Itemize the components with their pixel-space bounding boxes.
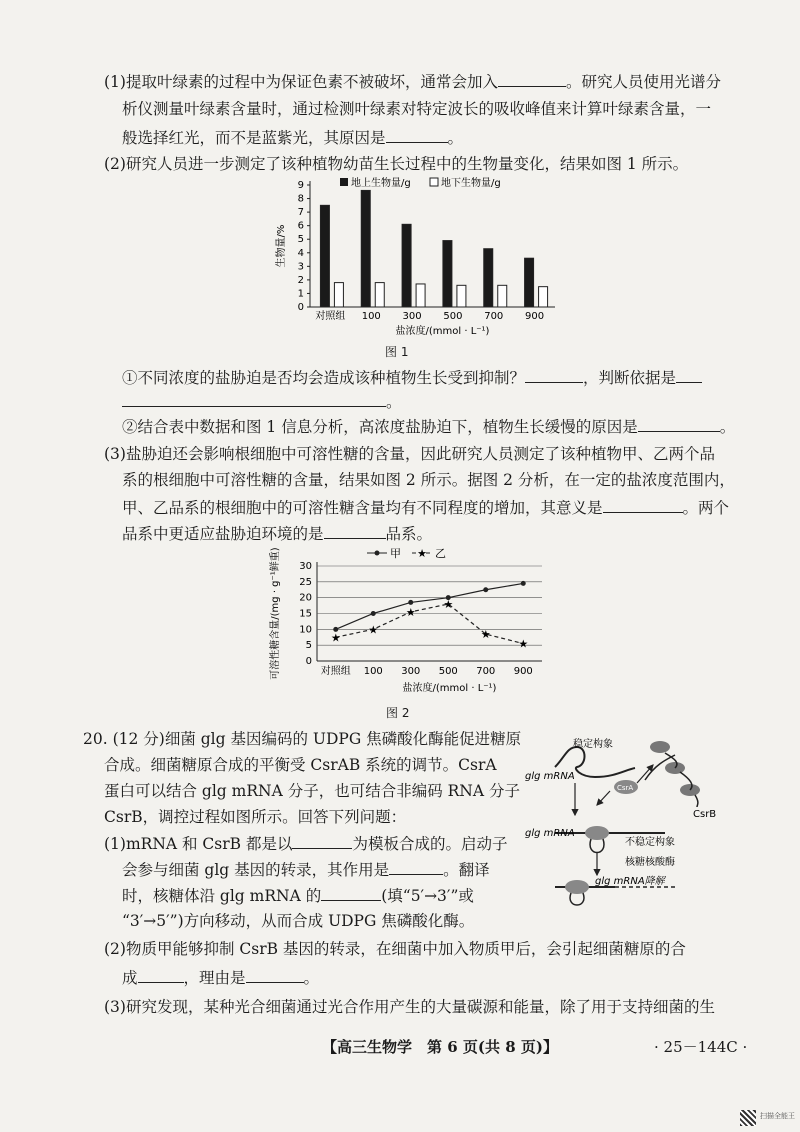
x-axis-label: 盐浓度/(mmol · L⁻¹)	[395, 326, 490, 337]
x-tick-label: 900	[513, 666, 533, 677]
y-tick-label: 15	[299, 608, 312, 620]
legend-marker-jia	[375, 551, 380, 556]
q1-line1	[104, 70, 721, 93]
y-tick-label: 10	[299, 624, 312, 636]
point-yi: ★	[330, 631, 341, 645]
q2-text: ②结合表中数据和图 1 信息分析，高浓度盐胁迫下，植物生长缓慢的原因是	[122, 418, 638, 436]
x-tick-label: 100	[361, 311, 381, 322]
label-nuclease: 核糖核酸酶	[625, 857, 675, 868]
bar-above	[484, 249, 493, 307]
bar-above	[320, 205, 329, 307]
y-tick-label: 7	[297, 207, 304, 219]
legend-swatch-below	[430, 178, 438, 186]
q3-line2: 系的根细胞中可溶性糖的含量，结果如图 2 所示。据图 2 分析，在一定的盐浓度范围内，	[122, 471, 735, 489]
arrow-icon	[637, 765, 653, 783]
q20-p2	[122, 858, 490, 881]
q3-line1: (3)盐胁迫还会影响根细胞中可溶性糖的含量，因此研究人员测定了该种植物甲、乙两个品	[104, 445, 715, 463]
q3-line4	[122, 522, 432, 545]
legend-swatch-above	[340, 178, 348, 186]
figure-1-caption: 图 1	[385, 345, 409, 359]
legend-marker-yi: ★	[417, 547, 427, 560]
footer-page-info: 【高三生物学 第 6 页(共 8 页)】	[322, 1038, 558, 1056]
y-tick-label: 4	[297, 247, 304, 259]
q3-text: 品系。	[385, 525, 433, 543]
label-unstable: 不稳定构象	[625, 837, 675, 848]
label-glg-mrna-top: glg mRNA	[525, 771, 575, 782]
qr-code-icon	[740, 1110, 756, 1126]
point-yi: ★	[443, 598, 454, 611]
label-glg-mrna-degraded: glg mRNA降解	[595, 876, 665, 887]
bar-below	[498, 285, 507, 307]
legend-label-above: 地上生物量/g	[351, 178, 411, 189]
x-tick-label: 900	[525, 311, 545, 322]
bar-above	[443, 241, 452, 307]
q20-text: 为模板合成的。启动子	[352, 835, 508, 853]
bound-csra-icon	[565, 880, 589, 894]
answer-blank[interactable]	[603, 496, 683, 513]
q20-p1	[104, 832, 508, 855]
q20-text: 。	[303, 969, 320, 987]
label-glg-mrna-mid: glg mRNA	[525, 828, 575, 839]
x-tick-label: 100	[363, 666, 383, 677]
q20-text: (填“5′→3′”或	[381, 887, 474, 905]
y-tick-label: 25	[299, 576, 312, 588]
q3-text: 。两个	[682, 499, 730, 517]
point-yi: ★	[480, 628, 491, 642]
x-tick-label: 700	[476, 666, 496, 677]
answer-blank[interactable]	[138, 966, 184, 983]
q20-line3: 蛋白可以结合 glg mRNA 分子，也可结合非编码 RNA 分子	[104, 782, 520, 800]
q20-text: 。翻译	[443, 861, 490, 879]
q2-sub2	[122, 415, 735, 438]
q3-text: 甲、乙品系的根细胞中的可溶性糖含量均有不同程度的增加，其意义是	[122, 499, 603, 517]
bar-below	[457, 285, 466, 307]
q1-text: 。研究人员使用光谱分	[565, 73, 721, 91]
series-line-jia	[336, 583, 524, 629]
y-tick-label: 9	[297, 180, 304, 191]
y-axis-label: 可溶性糖含量/(mg · g⁻¹鲜重)	[270, 547, 281, 680]
label-csra: CsrA	[617, 784, 634, 792]
bar-above	[525, 258, 534, 307]
bar-below	[416, 284, 425, 307]
q20-line4: CsrB，调控过程如图所示。回答下列问题：	[104, 808, 407, 826]
x-tick-label: 500	[438, 666, 458, 677]
answer-blank[interactable]	[246, 966, 304, 983]
q2-line1: (2)研究人员进一步测定了该种植物幼苗生长过程中的生物量变化，结果如图 1 所示。	[104, 155, 689, 173]
q20-p4: “3′→5′”)方向移动，从而合成 UDPG 焦磷酸化酶。	[122, 912, 475, 930]
q20-p7: (3)研究发现，某种光合细菌通过光合作用产生的大量碳源和能量，除了用于支持细菌的生	[104, 998, 715, 1016]
bound-csra-icon	[585, 826, 609, 840]
x-axis-label: 盐浓度/(mmol · L⁻¹)	[402, 683, 497, 694]
y-tick-label: 8	[297, 193, 304, 205]
answer-blank[interactable]	[386, 126, 448, 143]
q20-text: ，理由是	[183, 969, 246, 987]
point-jia	[408, 600, 413, 605]
x-tick-label: 300	[401, 666, 421, 677]
q20-text: 会参与细菌 glg 基因的转录，其作用是	[122, 861, 390, 879]
answer-blank[interactable]	[498, 70, 566, 87]
x-tick-label: 500	[443, 311, 463, 322]
label-csrb: CsrB	[693, 809, 717, 820]
label-stable: 稳定构象	[573, 739, 613, 750]
y-tick-label: 5	[297, 234, 304, 246]
q3-text: 品系中更适应盐胁迫环境的是	[122, 525, 324, 543]
q20-line1: 20. (12 分)细菌 glg 基因编码的 UDPG 焦磷酸化酶能促进糖原	[83, 730, 522, 748]
q2-text: 。	[719, 418, 736, 436]
x-tick-label: 700	[484, 311, 504, 322]
q20-p6	[122, 966, 319, 989]
x-tick-label: 对照组	[320, 666, 351, 677]
bar-above	[361, 190, 370, 307]
x-tick-label: 300	[402, 311, 422, 322]
mrna-loop	[590, 839, 604, 853]
point-jia	[483, 587, 488, 592]
legend-label-below: 地下生物量/g	[441, 178, 501, 189]
q1-line3	[122, 126, 463, 149]
answer-blank[interactable]	[321, 884, 381, 901]
arrow-icon	[597, 791, 610, 805]
figure-2-line-chart	[262, 543, 554, 701]
bar-above	[402, 224, 411, 307]
csra-protein-icon	[650, 741, 670, 753]
series-line-yi	[336, 604, 524, 644]
legend-label-jia: 甲	[390, 547, 401, 560]
point-jia	[521, 581, 526, 586]
q20-p5: (2)物质甲能够抑制 CsrB 基因的转录，在细菌中加入物质甲后，会引起细菌糖原的合	[104, 940, 686, 958]
q20-line2: 合成。细菌糖原合成的平衡受 CsrAB 系统的调节。CsrA	[104, 756, 497, 774]
y-tick-label: 2	[297, 274, 304, 286]
q2-text: 。	[386, 393, 402, 411]
legend-label-yi: 乙	[435, 547, 446, 560]
y-tick-label: 6	[297, 220, 304, 232]
q2-text: ，判断依据是	[583, 369, 677, 387]
answer-blank[interactable]	[389, 858, 443, 875]
y-tick-label: 3	[297, 261, 304, 273]
answer-blank[interactable]	[525, 366, 583, 383]
watermark-logo: 扫描全能王	[760, 1112, 795, 1120]
point-jia	[371, 611, 376, 616]
answer-blank[interactable]	[676, 366, 702, 383]
answer-blank[interactable]	[324, 522, 386, 539]
point-yi: ★	[368, 623, 379, 637]
x-tick-label: 对照组	[315, 311, 346, 322]
y-tick-label: 30	[299, 561, 312, 572]
answer-blank[interactable]	[638, 415, 720, 432]
q3-line3	[122, 496, 729, 519]
q1-text: (1)提取叶绿素的过程中为保证色素不被破坏，通常会加入	[104, 73, 498, 91]
y-tick-label: 20	[299, 592, 312, 604]
q1-line2: 析仪测量叶绿素含量时，通过检测叶绿素对特定波长的吸收峰值来计算叶绿素含量，一	[122, 100, 712, 118]
bar-below	[375, 283, 384, 307]
q20-p3	[122, 884, 474, 907]
y-tick-label: 1	[297, 288, 304, 300]
bar-below	[334, 283, 343, 307]
bar-below	[539, 287, 548, 307]
q1-text: 。	[447, 129, 464, 147]
csrb-strand	[665, 753, 698, 807]
point-yi: ★	[405, 605, 416, 619]
q20-text: 成	[122, 969, 138, 987]
figure-2-caption: 图 2	[386, 706, 410, 720]
y-tick-label: 0	[297, 302, 304, 313]
q1-text: 般选择红光，而不是蓝紫光，其原因是	[122, 129, 386, 147]
point-yi: ★	[518, 637, 529, 651]
footer-code: · 25－144C ·	[654, 1038, 748, 1056]
q2-sub1	[122, 366, 702, 389]
q20-text: 时，核糖体沿 glg mRNA 的	[122, 887, 322, 905]
y-tick-label: 5	[305, 640, 312, 652]
y-tick-label: 0	[305, 656, 312, 667]
figure-1-bar-chart	[270, 172, 570, 344]
y-axis-label: 生物量/%	[276, 224, 287, 268]
q20-text: (1)mRNA 和 CsrB 都是以	[104, 835, 293, 853]
answer-blank[interactable]	[122, 390, 386, 407]
mrna-loop	[570, 893, 584, 905]
q2-sub1-cont	[122, 390, 402, 413]
csra-regulation-diagram	[525, 735, 725, 910]
q2-text: ①不同浓度的盐胁迫是否均会造成该种植物生长受到抑制？	[122, 369, 526, 387]
answer-blank[interactable]	[292, 832, 352, 849]
